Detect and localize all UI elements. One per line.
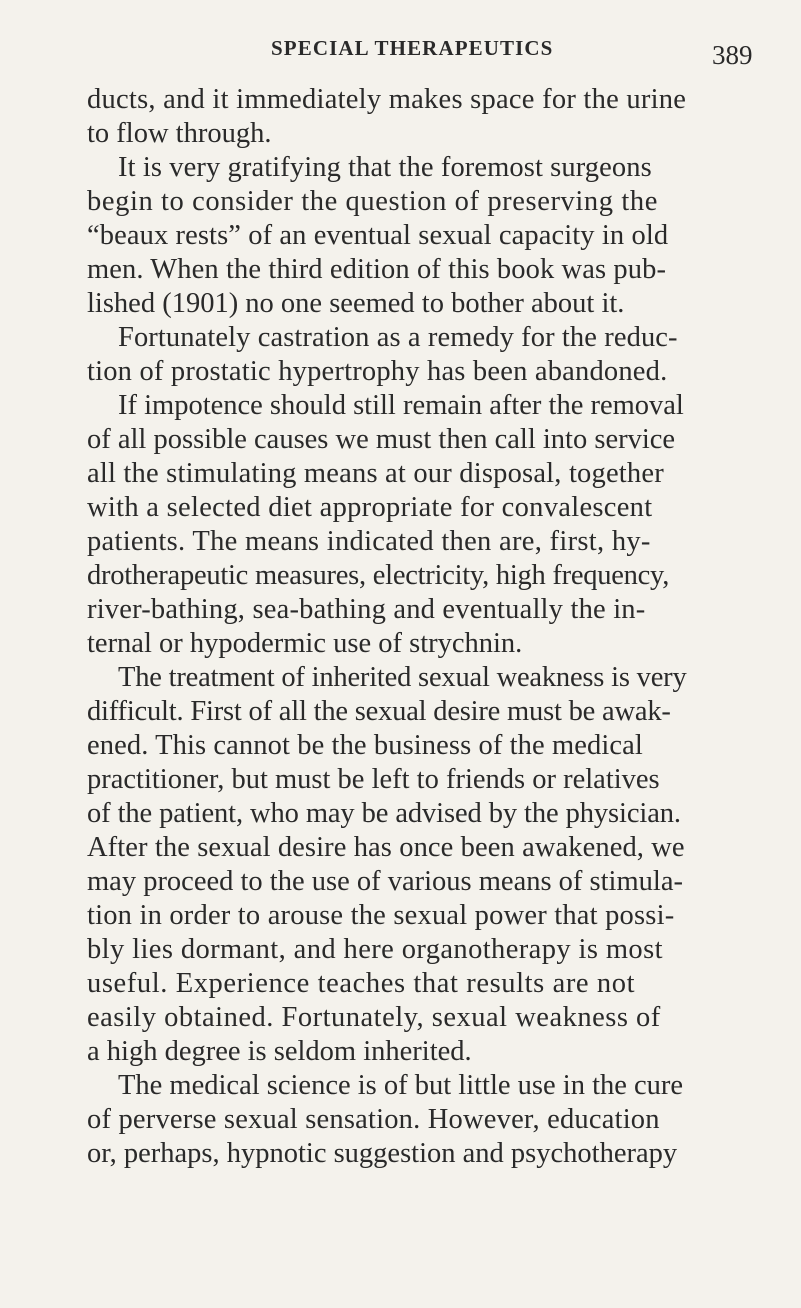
- text-line: men. When the third edition of this book was pub-: [87, 254, 667, 285]
- text-line: ened. This cannot be the business of the medical: [87, 730, 643, 761]
- text-line: bly lies dormant, and here organotherapy is most: [87, 934, 663, 965]
- text-line: may proceed to the use of various means of stimula-: [87, 866, 683, 897]
- text-line: of all possible causes we must then call into service: [87, 424, 676, 455]
- page-number: 389: [712, 40, 753, 70]
- text-line: a high degree is seldom inherited.: [87, 1036, 472, 1067]
- text-line: “beaux rests” of an eventual sexual capacity in old: [87, 220, 669, 251]
- text-line: patients. The means indicated then are, first, hy-: [87, 526, 651, 557]
- text-line: easily obtained. Fortunately, sexual weakness of: [87, 1002, 661, 1033]
- text-line: with a selected diet appropriate for convalescent: [87, 492, 653, 523]
- text-line: of the patient, who may be advised by the physician.: [87, 798, 681, 829]
- text-line: of perverse sexual sensation. However, education: [87, 1104, 660, 1135]
- text-line: The treatment of inherited sexual weakness is very: [118, 662, 687, 693]
- running-head-title: SPECIAL THERAPEUTICS: [271, 36, 554, 60]
- text-line: begin to consider the question of preserving the: [87, 186, 658, 217]
- text-line: practitioner, but must be left to friends or relatives: [87, 764, 660, 795]
- text-line: If impotence should still remain after the removal: [118, 390, 684, 421]
- text-line: It is very gratifying that the foremost surgeons: [118, 152, 652, 183]
- text-line: lished (1901) no one seemed to bother about it.: [87, 288, 625, 319]
- text-line: difficult. First of all the sexual desire must be awak-: [87, 696, 671, 727]
- text-line: or, perhaps, hypnotic suggestion and psychotherapy: [87, 1138, 678, 1169]
- text-line: ducts, and it immediately makes space for the urine: [87, 84, 687, 115]
- text-line: After the sexual desire has once been awakened, we: [87, 832, 685, 863]
- text-line: all the stimulating means at our disposal, together: [87, 458, 664, 489]
- running-head: [0, 36, 801, 70]
- text-line: tion of prostatic hypertrophy has been abandoned.: [87, 356, 668, 387]
- text-line: river-bathing, sea-bathing and eventually the in-: [87, 594, 646, 625]
- text-line: useful. Experience teaches that results are not: [87, 968, 636, 999]
- text-line: Fortunately castration as a remedy for the reduc-: [118, 322, 678, 353]
- text-line: drotherapeutic measures, electricity, high frequency,: [87, 560, 670, 591]
- text-line: tion in order to arouse the sexual power that possi-: [87, 900, 675, 931]
- text-line: ternal or hypodermic use of strychnin.: [87, 628, 523, 659]
- text-line: The medical science is of but little use in the cure: [118, 1070, 684, 1101]
- text-line: to flow through.: [87, 118, 272, 149]
